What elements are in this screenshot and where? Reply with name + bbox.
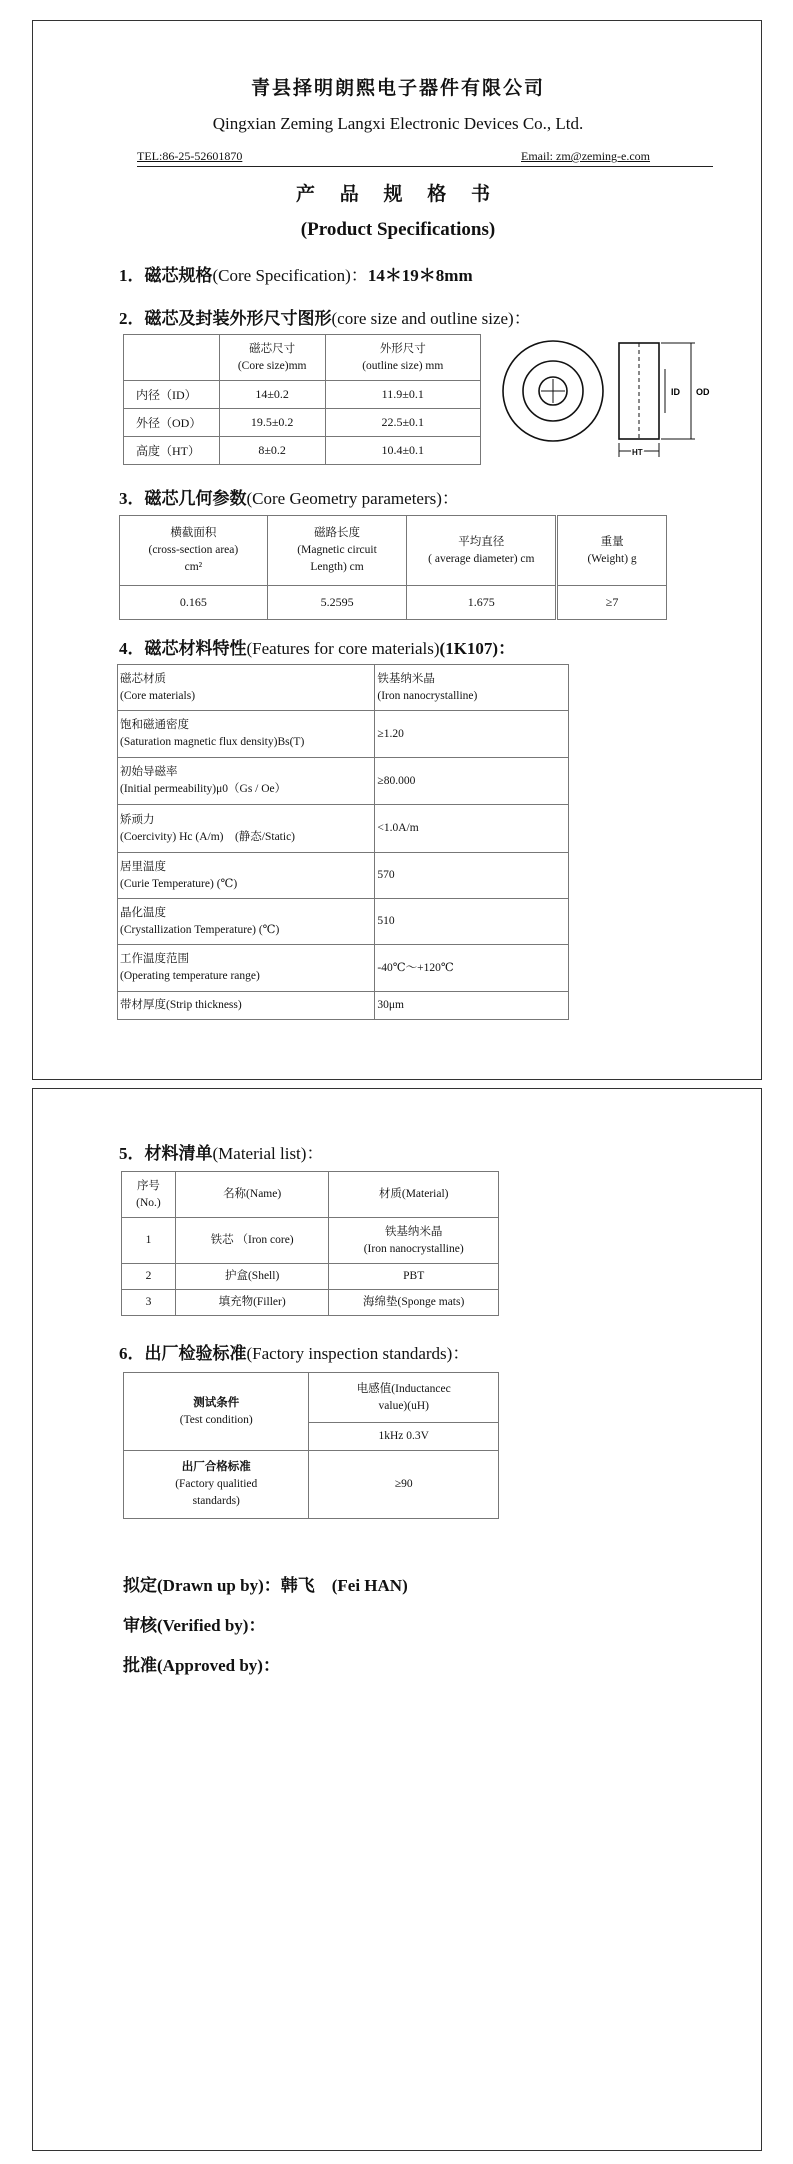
test-frequency-voltage: 1kHz 0.3V	[309, 1423, 499, 1451]
test-condition-cell: 测试条件 (Test condition)	[124, 1373, 309, 1451]
document-title-en: (Product Specifications)	[300, 219, 496, 240]
size-table-header	[124, 335, 481, 381]
feature-value: -40℃～+120℃	[375, 945, 569, 992]
material-no: 2	[122, 1264, 176, 1290]
cross-section-area-value: 0.165	[120, 586, 268, 620]
material-features-table	[117, 664, 569, 1020]
outline-od-value: 22.5±0.1	[325, 409, 481, 437]
size-row-ht	[124, 437, 481, 465]
feature-label: 带材厚度(Strip thickness)	[118, 992, 375, 1020]
material-row	[122, 1290, 499, 1316]
feature-value: ≥80.000	[375, 758, 569, 805]
section-3-title: 磁芯几何参数	[144, 489, 247, 508]
feature-label: 初始导磁率 (Initial permeability)μ0（Gs / Oe）	[118, 758, 375, 805]
material-header-name: 名称(Name)	[175, 1172, 329, 1218]
feature-row	[118, 805, 569, 853]
material-row	[122, 1218, 499, 1264]
material-name: 铁芯 （Iron core)	[175, 1218, 329, 1264]
inspection-row	[124, 1451, 499, 1519]
section-2-heading	[119, 304, 531, 329]
material-name: 填充物(Filler)	[175, 1290, 329, 1316]
drawn-up-by: 拟定(Drawn up by)：韩飞 (Fei HAN)	[123, 1576, 408, 1595]
weight-value: ≥7	[557, 586, 667, 620]
diagram-label-od: OD	[696, 387, 710, 397]
section-5-heading	[119, 1139, 323, 1164]
geometry-header-diameter: 平均直径 ( average diameter) cm	[407, 516, 557, 586]
average-diameter-value: 1.675	[407, 586, 557, 620]
section-2-title-en: (core size and outline size)：	[331, 309, 531, 328]
feature-row	[118, 711, 569, 758]
inductance-header: 电感值(Inductancec value)(uH)	[309, 1373, 499, 1423]
section-6-heading	[119, 1339, 469, 1364]
factory-standard-label: 出厂合格标准 (Factory qualitied standards)	[124, 1451, 309, 1519]
size-row-od	[124, 409, 481, 437]
material-type: 铁基纳米晶 (Iron nanocrystalline)	[329, 1218, 499, 1264]
diagram-label-id: ID	[671, 387, 680, 397]
geometry-header-row	[120, 516, 667, 586]
section-1-number: 1．	[119, 266, 145, 285]
company-name-cn: 青县择明朗熙电子器件有限公司	[250, 78, 545, 99]
inspection-table	[123, 1372, 499, 1519]
core-spec-value: 14＊19＊8mm	[367, 266, 473, 285]
spec-page-1	[32, 20, 762, 1080]
size-label-od: 外径（OD）	[124, 409, 220, 437]
core-ht-value: 8±0.2	[219, 437, 325, 465]
diagram-label-ht: HT	[632, 448, 643, 457]
size-table	[123, 334, 481, 465]
outline-id-value: 11.9±0.1	[325, 381, 481, 409]
size-header-core: 磁芯尺寸 (Core size)mm	[219, 335, 325, 381]
material-list-table	[121, 1171, 499, 1316]
material-type: PBT	[329, 1264, 499, 1290]
verified-by: 审核(Verified by)：	[123, 1616, 266, 1635]
size-header-blank	[124, 335, 220, 381]
contact-divider	[137, 166, 713, 167]
section-5-title: 材料清单	[144, 1144, 213, 1163]
feature-value: 铁基纳米晶 (Iron nanocrystalline)	[375, 665, 569, 711]
approved-by: 批准(Approved by)：	[123, 1656, 280, 1675]
section-3-number: 3．	[119, 489, 145, 508]
feature-label: 饱和磁通密度 (Saturation magnetic flux density)Bs(T)	[118, 711, 375, 758]
geometry-header-weight: 重量 (Weight) g	[557, 516, 667, 586]
section-2-title: 磁芯及封装外形尺寸图形	[144, 309, 332, 328]
geometry-header-length: 磁路长度 (Magnetic circuit Length) cm	[267, 516, 407, 586]
geometry-table	[119, 515, 667, 620]
feature-row	[118, 899, 569, 945]
section-5-number: 5．	[119, 1144, 145, 1163]
section-6-number: 6．	[119, 1344, 145, 1363]
company-name-en: Qingxian Zeming Langxi Electronic Devices Co., Ltd.	[212, 114, 584, 133]
spec-page-2	[32, 1088, 762, 2151]
section-2-number: 2．	[119, 309, 145, 328]
geometry-header-area: 横截面积 (cross-section area) cm²	[120, 516, 268, 586]
core-id-value: 14±0.2	[219, 381, 325, 409]
material-row	[122, 1264, 499, 1290]
section-6-title-en: (Factory inspection standards)：	[246, 1344, 470, 1363]
feature-value: ≥1.20	[375, 711, 569, 758]
section-1-title-en: (Core Specification)：	[212, 266, 368, 285]
section-4-title: 磁芯材料特性	[144, 639, 247, 658]
geometry-value-row	[120, 586, 667, 620]
feature-label: 工作温度范围 (Operating temperature range)	[118, 945, 375, 992]
magnetic-length-value: 5.2595	[267, 586, 407, 620]
core-outline-diagram	[501, 339, 711, 461]
section-1-title: 磁芯规格	[144, 266, 213, 285]
section-4-number: 4．	[119, 639, 145, 658]
feature-row	[118, 853, 569, 899]
section-4-title-tail: (1K107)：	[439, 639, 516, 658]
feature-row	[118, 665, 569, 711]
feature-row	[118, 945, 569, 992]
size-label-id: 内径（ID）	[124, 381, 220, 409]
section-3-heading	[119, 484, 459, 509]
document-title-cn: 产 品 规 格 书	[295, 184, 500, 205]
section-4-heading	[119, 634, 515, 659]
feature-value: <1.0A/m	[375, 805, 569, 853]
feature-value: 510	[375, 899, 569, 945]
section-1-heading	[119, 261, 473, 286]
feature-label: 晶化温度 (Crystallization Temperature) (℃)	[118, 899, 375, 945]
core-od-value: 19.5±0.2	[219, 409, 325, 437]
feature-label: 居里温度 (Curie Temperature) (℃)	[118, 853, 375, 899]
inductance-standard-value: ≥90	[309, 1451, 499, 1519]
feature-label: 矫顽力 (Coercivity) Hc (A/m) (静态/Static)	[118, 805, 375, 853]
feature-value: 30μm	[375, 992, 569, 1020]
material-no: 1	[122, 1218, 176, 1264]
material-header-row	[122, 1172, 499, 1218]
outline-ht-value: 10.4±0.1	[325, 437, 481, 465]
feature-label: 磁芯材质 (Core materials)	[118, 665, 375, 711]
size-row-id	[124, 381, 481, 409]
inspection-row	[124, 1373, 499, 1423]
section-3-title-en: (Core Geometry parameters)：	[246, 489, 459, 508]
feature-row	[118, 758, 569, 805]
company-email: Email: zm@zeming-e.com	[521, 149, 651, 163]
section-5-title-en: (Material list)：	[212, 1144, 324, 1163]
material-header-material: 材质(Material)	[329, 1172, 499, 1218]
material-type: 海绵垫(Sponge mats)	[329, 1290, 499, 1316]
material-no: 3	[122, 1290, 176, 1316]
section-6-title: 出厂检验标准	[144, 1344, 247, 1363]
material-name: 护盒(Shell)	[175, 1264, 329, 1290]
material-header-no: 序号 (No.)	[122, 1172, 176, 1218]
section-4-title-en: (Features for core materials)	[246, 639, 440, 658]
size-label-ht: 高度（HT）	[124, 437, 220, 465]
feature-value: 570	[375, 853, 569, 899]
feature-row	[118, 992, 569, 1020]
size-header-outline: 外形尺寸 (outline size) mm	[325, 335, 481, 381]
company-tel: TEL:86-25-52601870	[137, 149, 243, 163]
